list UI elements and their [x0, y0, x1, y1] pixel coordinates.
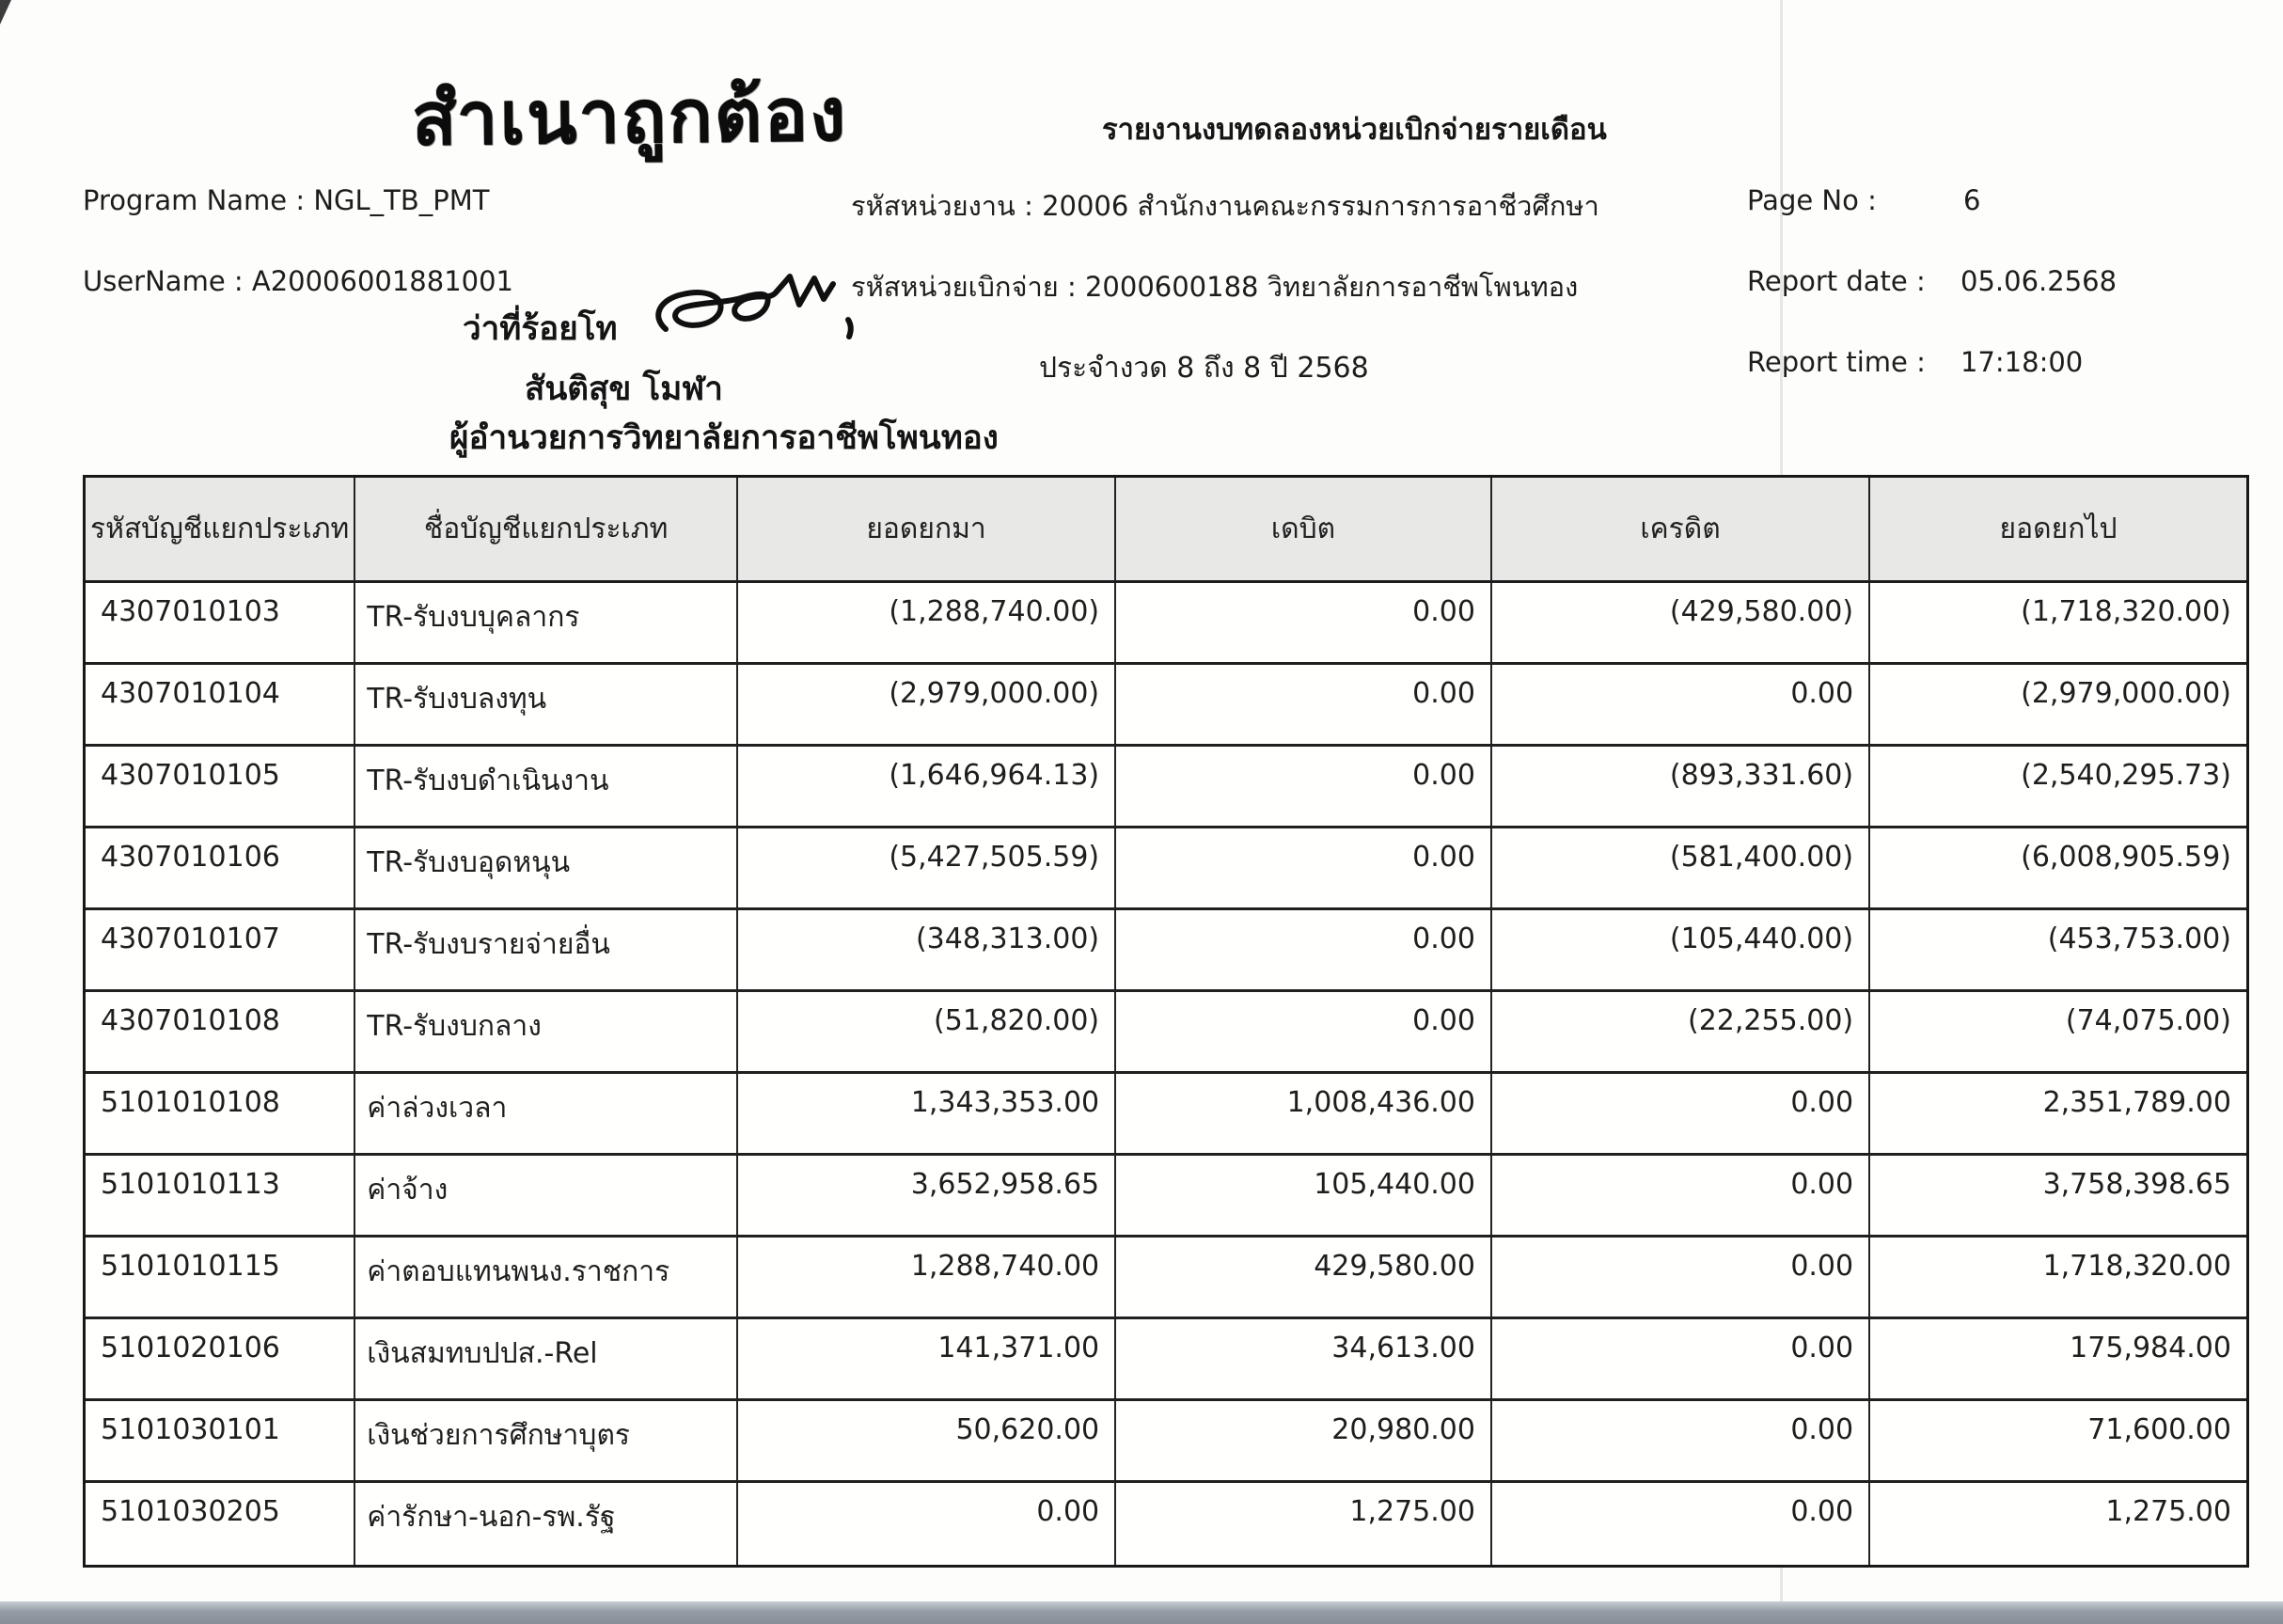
- column-header-account-name: ชื่อบัญชีแยกประเภท: [355, 478, 738, 580]
- balance-forward-cell: 0.00: [738, 1483, 1116, 1565]
- report-date-label: Report date :: [1747, 265, 1926, 297]
- debit-cell: 105,440.00: [1116, 1156, 1492, 1235]
- account-code-cell: 5101010115: [86, 1238, 355, 1317]
- column-header-credit: เครดิต: [1492, 478, 1870, 580]
- balance-carried-cell: 71,600.00: [2087, 1413, 2231, 1446]
- credit-cell: (105,440.00): [1492, 910, 1870, 989]
- username-line: UserName : A20006001881001: [83, 265, 514, 297]
- account-name-cell: TR-รับงบกลาง: [355, 992, 738, 1071]
- debit-cell: 0.00: [1116, 747, 1492, 826]
- column-header-debit: เดบิต: [1116, 478, 1492, 580]
- debit-cell: 0.00: [1116, 992, 1492, 1071]
- account-name-cell: ค่าล่วงเวลา: [355, 1074, 738, 1153]
- table-row: [86, 1401, 2246, 1483]
- agency-code-line: รหัสหน่วยงาน : 20006 สำนักงานคณะกรรมการการอาชีวศึกษา: [851, 190, 1599, 222]
- account-code-cell: 5101030205: [86, 1483, 355, 1565]
- balance-forward-cell: 3,652,958.65: [738, 1156, 1116, 1235]
- credit-cell: (22,255.00): [1492, 992, 1870, 1071]
- debit-cell: 20,980.00: [1116, 1401, 1492, 1480]
- balance-carried-cell: 3,758,398.65: [2042, 1168, 2231, 1201]
- credit-cell: 0.00: [1492, 1401, 1870, 1480]
- balance-carried-cell: 2,351,789.00: [2042, 1086, 2231, 1119]
- account-name-cell: เงินช่วยการศึกษาบุตร: [355, 1401, 738, 1480]
- table-row: [86, 1238, 2246, 1319]
- balance-carried-cell: (6,008,905.59): [2021, 841, 2231, 874]
- signer-position: ผู้อำนวยการวิทยาลัยการอาชีพโพนทอง: [449, 419, 999, 457]
- column-header-balance-carried: ยอดยกไป: [1999, 512, 2118, 545]
- credit-cell: 0.00: [1492, 1483, 1870, 1565]
- signer-rank: ว่าที่ร้อยโท: [463, 310, 618, 348]
- debit-cell: 0.00: [1116, 828, 1492, 907]
- table-header-row: [86, 478, 2246, 583]
- debit-cell: 34,613.00: [1116, 1319, 1492, 1398]
- table-row: [86, 747, 2246, 828]
- report-time-label: Report time :: [1747, 346, 1926, 378]
- credit-cell: (581,400.00): [1492, 828, 1870, 907]
- table-row: [86, 583, 2246, 665]
- account-code-cell: 4307010106: [86, 828, 355, 907]
- handwritten-signature-icon: [647, 271, 863, 365]
- account-name-cell: ค่าจ้าง: [355, 1156, 738, 1235]
- credit-cell: 0.00: [1492, 1156, 1870, 1235]
- account-code-cell: 4307010104: [86, 665, 355, 744]
- credit-cell: 0.00: [1492, 1319, 1870, 1398]
- account-code-cell: 4307010105: [86, 747, 355, 826]
- table-body: [86, 583, 2246, 1565]
- debit-cell: 0.00: [1116, 665, 1492, 744]
- balance-forward-cell: 1,288,740.00: [738, 1238, 1116, 1317]
- credit-cell: 0.00: [1492, 1074, 1870, 1153]
- table-row: [86, 1319, 2246, 1401]
- period-line: ประจำงวด 8 ถึง 8 ปี 2568: [1039, 352, 1369, 385]
- table-row: [86, 828, 2246, 910]
- column-header-balance-forward: ยอดยกมา: [738, 478, 1116, 580]
- report-title: รายงานงบทดลองหน่วยเบิกจ่ายรายเดือน: [1102, 113, 1607, 147]
- account-name-cell: ค่ารักษา-นอก-รพ.รัฐ: [355, 1483, 738, 1565]
- account-name-cell: TR-รับงบอุดหนุน: [355, 828, 738, 907]
- table-row: [86, 1074, 2246, 1156]
- report-time-value: 17:18:00: [1960, 346, 2084, 378]
- balance-forward-cell: (1,288,740.00): [738, 583, 1116, 662]
- account-code-cell: 5101010113: [86, 1156, 355, 1235]
- account-code-cell: 5101010108: [86, 1074, 355, 1153]
- table-row: [86, 1156, 2246, 1238]
- account-name-cell: TR-รับงบดำเนินงาน: [355, 747, 738, 826]
- program-name-line: Program Name : NGL_TB_PMT: [83, 184, 490, 216]
- account-code-cell: 5101020106: [86, 1319, 355, 1398]
- account-code-cell: 4307010108: [86, 992, 355, 1071]
- balance-carried-cell: 1,718,320.00: [2042, 1250, 2231, 1283]
- balance-forward-cell: (5,427,505.59): [738, 828, 1116, 907]
- disburse-unit-line: รหัสหน่วยเบิกจ่าย : 2000600188 วิทยาลัยการอาชีพโพนทอง: [851, 271, 1579, 303]
- balance-forward-cell: (2,979,000.00): [738, 665, 1116, 744]
- report-date-value: 05.06.2568: [1960, 265, 2118, 297]
- credit-cell: 0.00: [1492, 665, 1870, 744]
- credit-cell: 0.00: [1492, 1238, 1870, 1317]
- debit-cell: 0.00: [1116, 583, 1492, 662]
- page-no-value: 6: [1963, 184, 1981, 216]
- balance-carried-cell: 1,275.00: [2105, 1495, 2231, 1528]
- certified-copy-stamp: สำเนาถูกต้อง: [411, 71, 848, 163]
- balance-forward-cell: 141,371.00: [738, 1319, 1116, 1398]
- scan-corner-artifact: [0, 0, 11, 24]
- balance-carried-cell: (74,075.00): [2065, 1004, 2231, 1037]
- trial-balance-table: [83, 475, 2249, 1568]
- table-row: [86, 665, 2246, 747]
- account-code-cell: 4307010107: [86, 910, 355, 989]
- debit-cell: 429,580.00: [1116, 1238, 1492, 1317]
- account-name-cell: เงินสมทบปปส.-Rel: [355, 1319, 738, 1398]
- debit-cell: 1,008,436.00: [1116, 1074, 1492, 1153]
- balance-carried-cell: (1,718,320.00): [2021, 595, 2231, 628]
- account-code-cell: 4307010103: [86, 583, 355, 662]
- balance-forward-cell: (51,820.00): [738, 992, 1116, 1071]
- balance-carried-cell: (2,979,000.00): [2021, 677, 2231, 710]
- balance-forward-cell: (1,646,964.13): [738, 747, 1116, 826]
- balance-forward-cell: 50,620.00: [738, 1401, 1116, 1480]
- debit-cell: 0.00: [1116, 910, 1492, 989]
- scanner-edge-strip: [0, 1601, 2283, 1624]
- balance-forward-cell: (348,313.00): [738, 910, 1116, 989]
- table-row: [86, 1483, 2246, 1565]
- table-row: [86, 910, 2246, 992]
- signer-name: สันติสุข โมฬา: [525, 371, 723, 408]
- account-name-cell: TR-รับงบรายจ่ายอื่น: [355, 910, 738, 989]
- account-code-cell: 5101030101: [86, 1401, 355, 1480]
- balance-carried-cell: 175,984.00: [2070, 1332, 2231, 1364]
- account-name-cell: TR-รับงบลงทุน: [355, 665, 738, 744]
- page-no-label: Page No :: [1747, 184, 1877, 216]
- credit-cell: (893,331.60): [1492, 747, 1870, 826]
- account-name-cell: TR-รับงบบุคลากร: [355, 583, 738, 662]
- account-name-cell: ค่าตอบแทนพนง.ราชการ: [355, 1238, 738, 1317]
- table-row: [86, 992, 2246, 1074]
- debit-cell: 1,275.00: [1116, 1483, 1492, 1565]
- credit-cell: (429,580.00): [1492, 583, 1870, 662]
- column-header-account-code: รหัสบัญชีแยกประเภท: [86, 478, 355, 580]
- balance-forward-cell: 1,343,353.00: [738, 1074, 1116, 1153]
- balance-carried-cell: (2,540,295.73): [2021, 759, 2231, 792]
- balance-carried-cell: (453,753.00): [2047, 922, 2231, 955]
